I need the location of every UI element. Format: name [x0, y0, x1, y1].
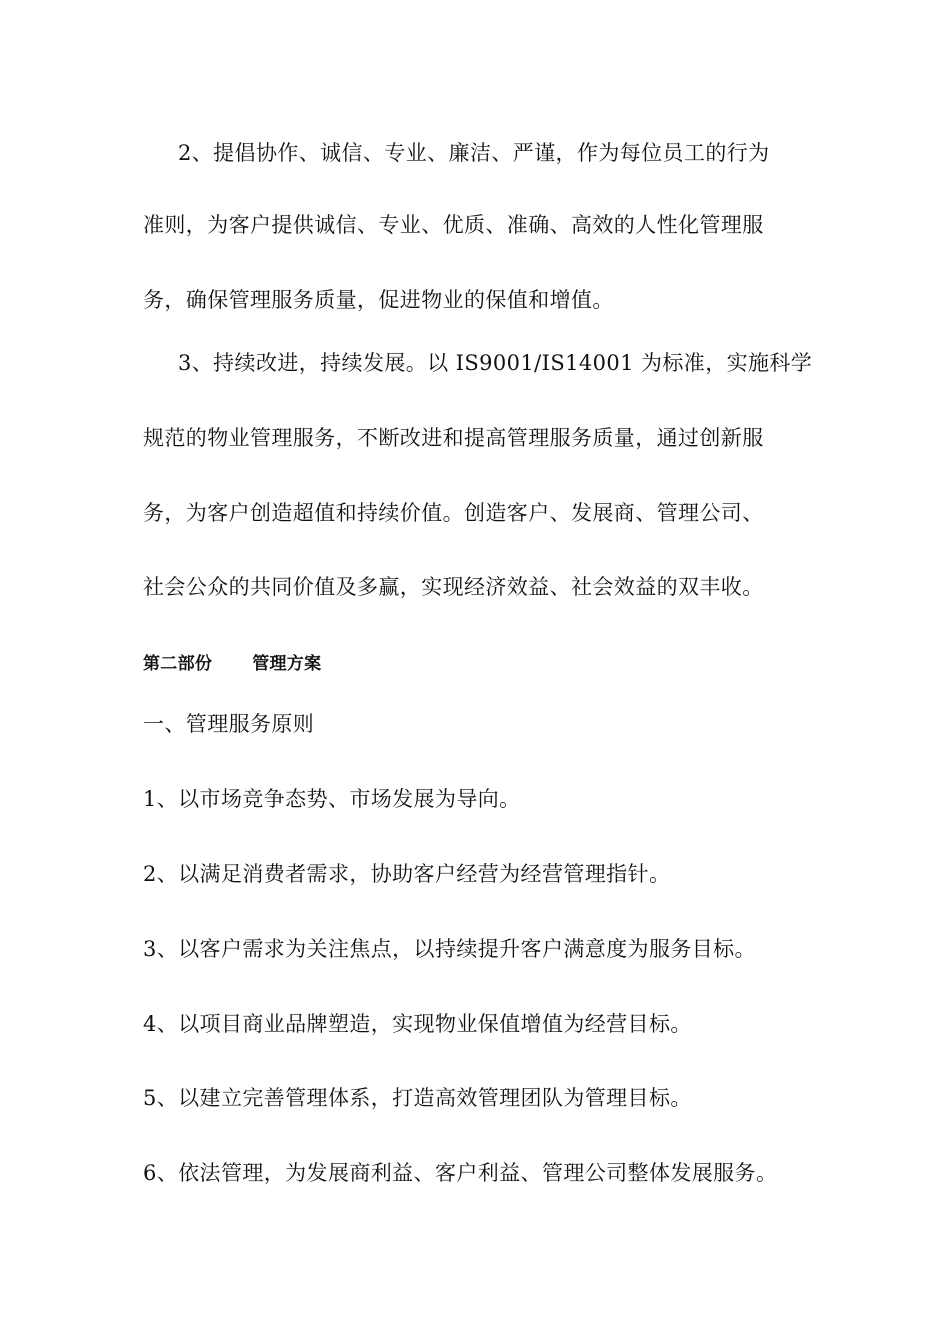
principle-item-6: 6、依法管理，为发展商利益、客户利益、管理公司整体发展服务。 — [143, 1161, 778, 1185]
principle-item-3: 3、以客户需求为关注焦点，以持续提升客户满意度为服务目标。 — [143, 937, 756, 961]
paragraph-item3-line2: 规范的物业管理服务，不断改进和提高管理服务质量，通过创新服 — [143, 426, 764, 450]
principle-item-4: 4、以项目商业品牌塑造，实现物业保值增值为经营目标。 — [143, 1012, 692, 1036]
paragraph-item2-line3: 务，确保管理服务质量，促进物业的保值和增值。 — [143, 288, 614, 312]
principle-item-2: 2、以满足消费者需求，协助客户经营为经营管理指针。 — [143, 862, 671, 886]
part2-title: 管理方案 — [252, 654, 322, 674]
principles-heading: 一、管理服务原则 — [143, 712, 315, 736]
paragraph-item3-line1: 3、持续改进，持续发展。以 IS9001/IS14001 为标准，实施科学 — [178, 351, 813, 375]
part2-label: 第二部份 — [143, 654, 213, 674]
paragraph-item3-line3: 务，为客户创造超值和持续价值。创造客户、发展商、管理公司、 — [143, 501, 764, 525]
paragraph-item2-line2: 准则，为客户提供诚信、专业、优质、准确、高效的人性化管理服 — [143, 213, 764, 237]
paragraph-item2-line1: 2、提倡协作、诚信、专业、廉洁、严谨，作为每位员工的行为 — [178, 141, 770, 165]
principle-item-5: 5、以建立完善管理体系，打造高效管理团队为管理目标。 — [143, 1086, 692, 1110]
paragraph-item3-line4: 社会公众的共同价值及多赢，实现经济效益、社会效益的双丰收。 — [143, 575, 764, 599]
part2-heading — [143, 651, 813, 677]
principle-item-1: 1、以市场竞争态势、市场发展为导向。 — [143, 787, 521, 811]
